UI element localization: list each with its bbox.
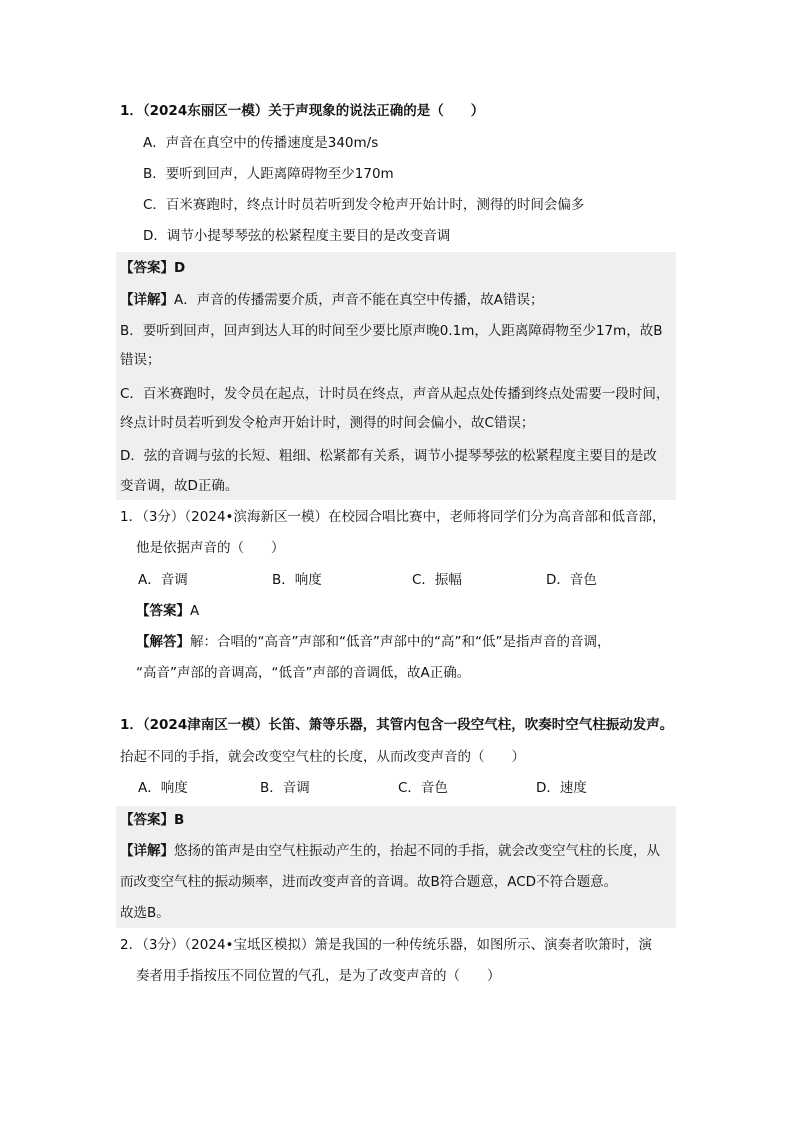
q1-stem: 1．（2024东丽区一模）关于声现象的说法正确的是（ ）	[120, 103, 485, 119]
q3-option-c: C．音色	[398, 780, 448, 796]
detail-tag: 【解答】	[136, 634, 190, 650]
q2-stem-line-1: 1．（3分）（2024•滨海新区一模）在校园合唱比赛中，老师将同学们分为高音部和低音部，	[120, 509, 666, 525]
q2-detail-line-2: “高音”声部的音调高，“低音”声部的音调低，故A正确。	[136, 665, 471, 681]
q1-detail-line-4: C．百米赛跑时，发令员在起点，计时员在终点，声音从起点处传播到终点处需要一段时间，	[120, 386, 670, 402]
q1-detail-line-1	[120, 290, 543, 310]
detail-tag: 【详解】	[120, 292, 174, 308]
q4-stem-line-1: 2．（3分）（2024•宝坻区模拟）箫是我国的一种传统乐器，如图所示、演奏者吹箫时，演	[120, 937, 652, 953]
q3-detail-line-2: 而改变空气柱的振动频率，进而改变声音的音调。故B符合题意，ACD不符合题意。	[120, 874, 618, 890]
answer-tag: 【答案】	[120, 260, 174, 276]
q2-option-b: B．响度	[272, 572, 322, 588]
q2-detail-line-1	[136, 632, 610, 652]
answer-block-q3	[116, 806, 676, 928]
detail-text: 悠扬的笛声是由空气柱振动产生的，抬起不同的手指，就会改变空气柱的长度，从	[174, 843, 660, 859]
q3-detail-line-1	[120, 841, 660, 861]
detail-text: A．声音的传播需要介质，声音不能在真空中传播，故A错误；	[174, 292, 544, 308]
q1-detail-line-5: 终点计时员若听到发令枪声开始计时，测得的时间会偏小，故C错误；	[120, 415, 535, 431]
q1-detail-line-6: D．弦的音调与弦的长短、粗细、松紧都有关系，调节小提琴琴弦的松紧程度主要目的是改	[120, 448, 657, 464]
q1-option-a: A．声音在真空中的传播速度是340m/s	[143, 135, 379, 151]
q3-stem-line-1: 1．（2024津南区一模）长笛、箫等乐器，其管内包含一段空气柱，吹奏时空气柱振动发声。	[120, 717, 674, 733]
q2-option-a: A．音调	[138, 572, 188, 588]
q2-stem-line-2: 他是依据声音的（ ）	[136, 540, 285, 556]
q1-option-b: B．要听到回声，人距离障碍物至少170m	[143, 166, 394, 182]
q3-option-a: A．响度	[138, 780, 188, 796]
detail-tag: 【详解】	[120, 843, 174, 859]
q2-option-c: C．振幅	[412, 572, 462, 588]
q1-option-c: C．百米赛跑时，终点计时员若听到发令枪声开始计时，测得的时间会偏多	[143, 197, 585, 213]
answer-tag: 【答案】	[136, 603, 190, 619]
answer-value: B	[174, 812, 185, 828]
q3-detail-line-3: 故选B。	[120, 905, 170, 921]
q1-answer	[120, 258, 185, 278]
q3-stem-line-2: 抬起不同的手指，就会改变空气柱的长度，从而改变声音的（ ）	[120, 749, 525, 765]
q1-detail-line-2: B．要听到回声，回声到达人耳的时间至少要比原声晚0.1m，人距离障碍物至少17m，故B	[120, 323, 663, 339]
q2-answer	[136, 601, 199, 621]
q4-stem-line-2: 奏者用手指按压不同位置的气孔，是为了改变声音的（ ）	[136, 968, 501, 984]
q1-detail-line-3: 错误；	[120, 352, 161, 368]
q1-option-d: D．调节小提琴琴弦的松紧程度主要目的是改变音调	[143, 228, 451, 244]
detail-text: 解：合唱的“高音”声部和“低音”声部中的“高”和“低”是指声音的音调，	[190, 634, 611, 650]
answer-value: D	[174, 260, 186, 276]
q3-answer	[120, 810, 184, 830]
answer-value: A	[190, 603, 200, 619]
q2-option-d: D．音色	[546, 572, 597, 588]
q3-option-d: D．速度	[536, 780, 587, 796]
q3-option-b: B．音调	[260, 780, 310, 796]
q1-detail-line-7: 变音调，故D正确。	[120, 478, 239, 494]
answer-tag: 【答案】	[120, 812, 174, 828]
